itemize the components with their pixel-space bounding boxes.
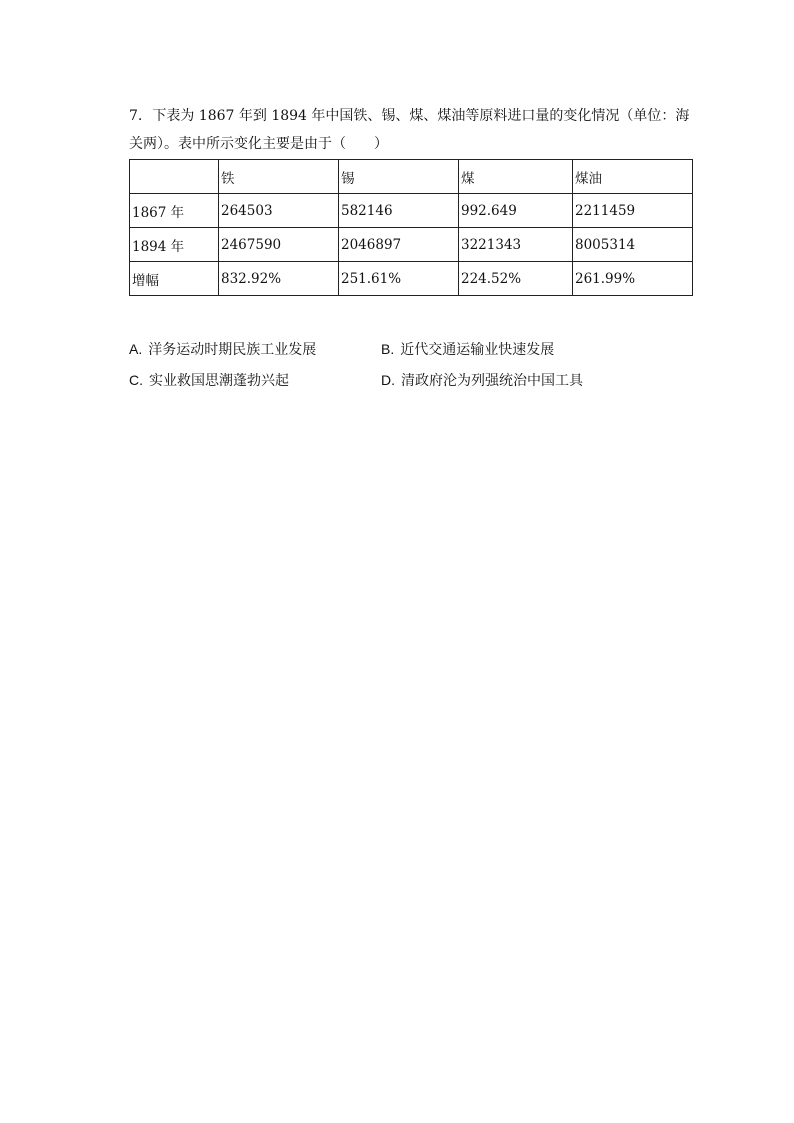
option-text: 近代交通运输业快速发展 [400, 341, 555, 358]
question-text: 下表为 1867 年到 1894 年中国铁、锡、煤、煤油等原料进口量的变化情况（单位：海关两）。表中所示变化主要是由于（ ） [129, 108, 690, 152]
option-row [129, 333, 694, 364]
table-cell: 1894 年 [130, 228, 219, 262]
table-cell: 1867 年 [130, 194, 219, 228]
table-cell: 251.61% [339, 262, 459, 296]
option-letter: D. [381, 371, 395, 388]
option-letter: A. [129, 340, 143, 357]
option-letter: B. [381, 340, 395, 357]
table-row [130, 262, 693, 296]
table-cell: 582146 [339, 194, 459, 228]
option-c[interactable] [129, 370, 381, 390]
table-cell: 2467590 [219, 228, 339, 262]
table-cell: 8005314 [573, 228, 693, 262]
table-cell: 264503 [219, 194, 339, 228]
table-cell: 2046897 [339, 228, 459, 262]
table-cell: 增幅 [130, 262, 219, 296]
table-header-cell [130, 160, 219, 194]
option-d[interactable] [381, 370, 583, 390]
table-cell: 832.92% [219, 262, 339, 296]
table-cell: 2211459 [573, 194, 693, 228]
table-cell: 3221343 [459, 228, 573, 262]
import-data-table [129, 159, 693, 296]
answer-options [129, 333, 694, 395]
table-cell: 992.649 [459, 194, 573, 228]
table-header-cell: 煤 [459, 160, 573, 194]
option-b[interactable] [381, 339, 554, 359]
table-header-row [130, 160, 693, 194]
table-header-cell: 铁 [219, 160, 339, 194]
table-header-cell: 煤油 [573, 160, 693, 194]
option-text: 洋务运动时期民族工业发展 [148, 341, 317, 358]
option-a[interactable] [129, 339, 381, 359]
option-text: 清政府沦为列强统治中国工具 [401, 372, 583, 389]
table-row [130, 228, 693, 262]
option-text: 实业救国思潮蓬勃兴起 [149, 372, 289, 389]
table-header-cell: 锡 [339, 160, 459, 194]
table-cell: 224.52% [459, 262, 573, 296]
question-number: 7. [129, 108, 143, 124]
question-stem [129, 102, 694, 158]
option-letter: C. [129, 371, 143, 388]
table-cell: 261.99% [573, 262, 693, 296]
option-row [129, 364, 694, 395]
table-row [130, 194, 693, 228]
